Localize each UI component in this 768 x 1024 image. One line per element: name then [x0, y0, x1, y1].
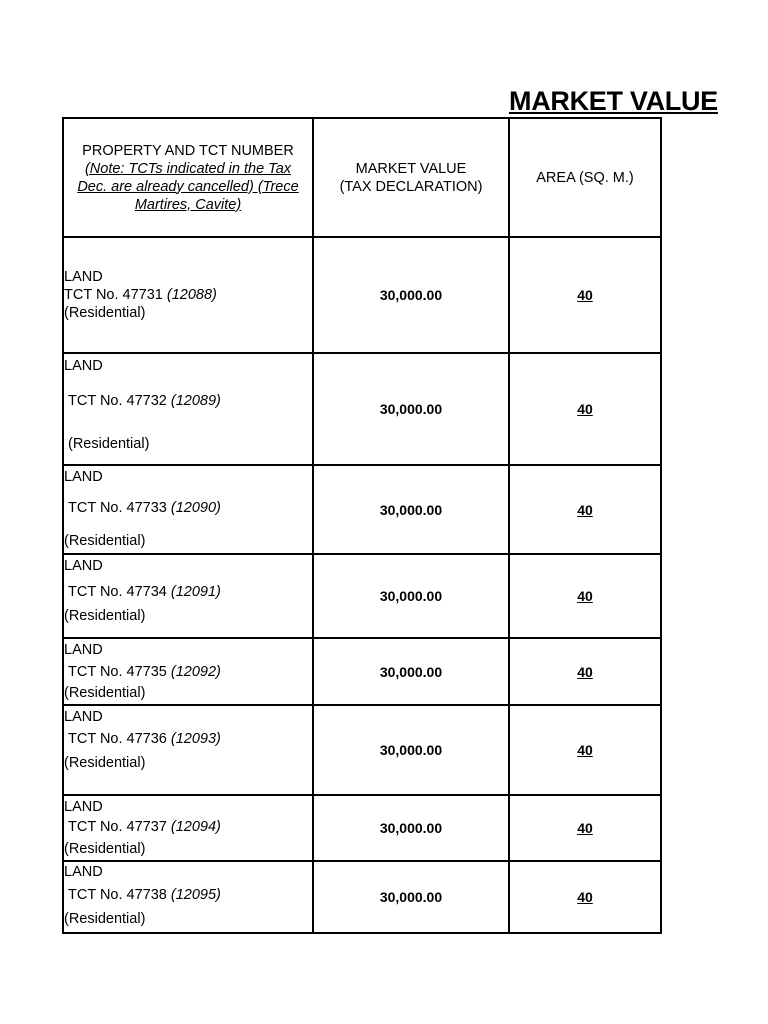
market-value-cell: 30,000.00 — [313, 795, 509, 861]
property-type: LAND — [64, 799, 103, 815]
table-row — [63, 554, 661, 638]
tct-number: TCT No. 47734 — [68, 584, 167, 600]
area-cell: 40 — [509, 465, 661, 554]
market-value-cell: 30,000.00 — [313, 465, 509, 554]
property-type: LAND — [64, 469, 103, 485]
area-cell: 40 — [509, 638, 661, 705]
market-value-cell: 30,000.00 — [313, 638, 509, 705]
tct-number: TCT No. 47737 — [68, 819, 167, 835]
market-value-cell: 30,000.00 — [313, 861, 509, 933]
tct-number: TCT No. 47735 — [68, 664, 167, 680]
tct-number: TCT No. 47733 — [68, 500, 167, 516]
property-use: (Residential) — [64, 608, 146, 624]
title-container — [509, 84, 718, 120]
property-type: LAND — [64, 558, 103, 574]
property-use: (Residential) — [64, 841, 146, 857]
header-property-note: (Note: TCTs indicated in the Tax Dec. are already cancelled) (Trece Martires, Cavite) — [77, 160, 299, 213]
header-area: AREA (SQ. M.) — [509, 118, 661, 237]
table-row — [63, 795, 661, 861]
area-cell: 40 — [509, 705, 661, 795]
table-row — [63, 861, 661, 933]
table-row — [63, 237, 661, 353]
property-cell — [63, 465, 313, 554]
tct-line — [64, 663, 312, 681]
header-property — [63, 118, 313, 237]
tct-number: TCT No. 47736 — [68, 731, 167, 747]
property-type: LAND — [64, 358, 103, 374]
property-type: LAND — [64, 269, 103, 285]
area-cell: 40 — [509, 861, 661, 933]
property-use: (Residential) — [64, 755, 146, 771]
tct-number: TCT No. 47731 — [64, 287, 163, 303]
tct-line — [64, 818, 312, 836]
area-cell: 40 — [509, 237, 661, 353]
property-cell — [63, 705, 313, 795]
property-use: (Residential) — [64, 533, 146, 549]
header-market-value — [313, 118, 509, 237]
header-market-value-line1: MARKET VALUE — [355, 160, 467, 177]
property-cell — [63, 353, 313, 465]
old-tct-number: (12090) — [170, 500, 221, 516]
tct-number: TCT No. 47738 — [68, 887, 167, 903]
tct-line — [64, 286, 312, 304]
property-cell — [63, 861, 313, 933]
header-row — [63, 118, 661, 237]
header-market-value-line2: (TAX DECLARATION) — [339, 178, 483, 195]
tct-line — [64, 730, 312, 748]
property-type: LAND — [64, 864, 103, 880]
property-use: (Residential) — [64, 685, 146, 701]
tct-line — [64, 583, 312, 601]
property-use: (Residential) — [68, 436, 150, 452]
tct-line — [64, 886, 312, 904]
property-type: LAND — [64, 709, 103, 725]
market-value-cell: 30,000.00 — [313, 353, 509, 465]
market-value-table — [62, 117, 662, 934]
old-tct-number: (12091) — [170, 584, 221, 600]
area-cell: 40 — [509, 353, 661, 465]
old-tct-number: (12088) — [166, 287, 217, 303]
market-value-cell: 30,000.00 — [313, 554, 509, 638]
table-row — [63, 353, 661, 465]
property-cell — [63, 795, 313, 861]
property-cell — [63, 237, 313, 353]
property-cell — [63, 638, 313, 705]
property-cell — [63, 554, 313, 638]
old-tct-number: (12092) — [170, 664, 221, 680]
old-tct-number: (12093) — [170, 731, 221, 747]
area-cell: 40 — [509, 795, 661, 861]
table-row — [63, 705, 661, 795]
table-row — [63, 638, 661, 705]
market-value-cell: 30,000.00 — [313, 705, 509, 795]
tct-line — [64, 499, 312, 517]
tct-number: TCT No. 47732 — [68, 393, 167, 409]
tct-line — [64, 392, 312, 410]
old-tct-number: (12095) — [170, 887, 221, 903]
old-tct-number: (12089) — [170, 393, 221, 409]
property-type: LAND — [64, 642, 103, 658]
area-cell: 40 — [509, 554, 661, 638]
table-row — [63, 465, 661, 554]
property-use: (Residential) — [64, 305, 146, 321]
market-value-cell: 30,000.00 — [313, 237, 509, 353]
header-property-main: PROPERTY AND TCT NUMBER — [82, 142, 294, 159]
page-title: MARKET VALUE — [509, 86, 718, 116]
property-use: (Residential) — [64, 911, 146, 927]
old-tct-number: (12094) — [170, 819, 221, 835]
